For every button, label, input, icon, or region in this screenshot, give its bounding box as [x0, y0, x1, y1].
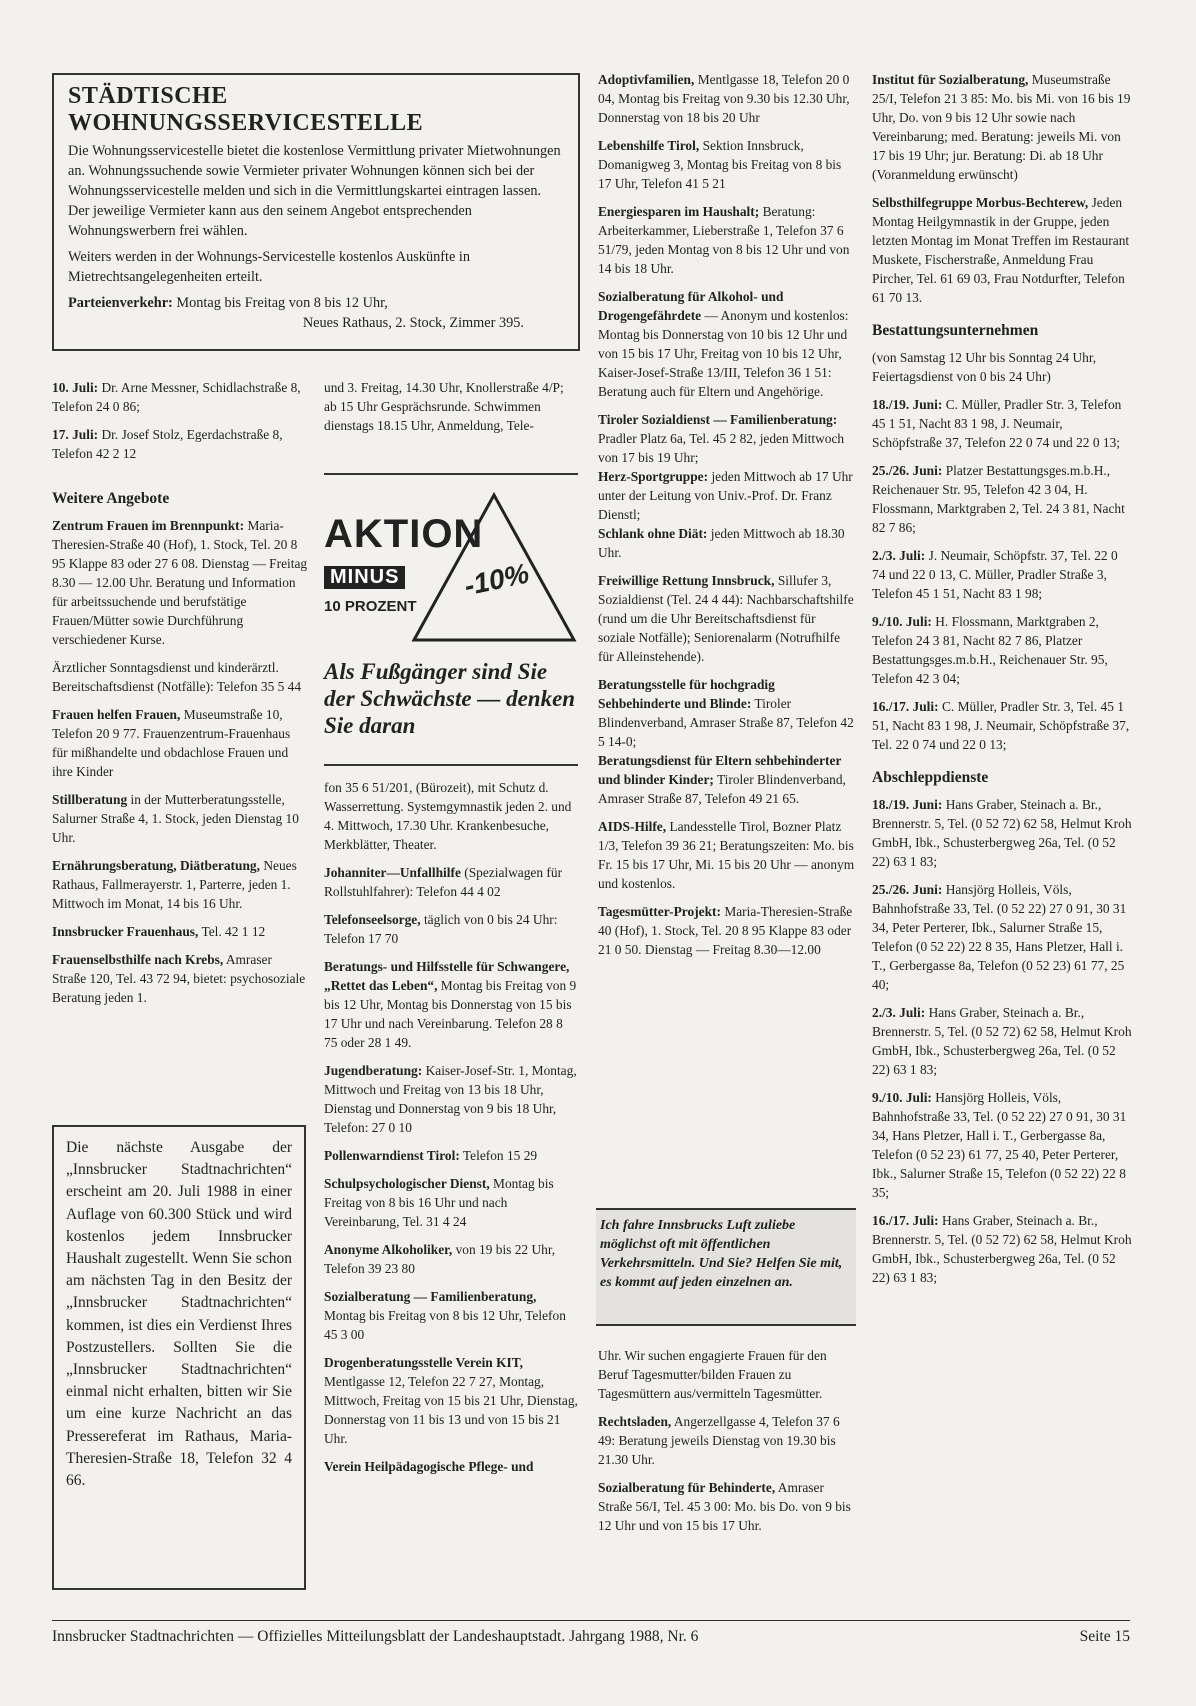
entry-label: Sozialberatung — Familienberatung,	[324, 1289, 537, 1304]
date-label: 16./17. Juli:	[872, 1213, 939, 1228]
entry-text: Montag bis Freitag von 9 bis 12 Uhr, Montag bis Donnerstag von 15 bis 17 Uhr und nach Vereinbarung. Telefon 28 8 75 oder 28 1 49.	[324, 978, 577, 1050]
entry-text: Telefon 15 29	[462, 1148, 538, 1163]
wohnungsservice-p2: Weiters werden in der Wohnungs-Servicestelle kostenlos Auskünfte in Mietrechtsangelegenheiten erteilt.	[68, 249, 471, 285]
entry-label: Beratungsdienst für Eltern sehbehinderter und blinder Kinder;	[598, 753, 842, 787]
col1-top-text: Dr. Arne Messner, Schidlachstraße 8, Telefon 24 0 86;	[52, 380, 301, 414]
entry-label: Stillberatung	[52, 792, 128, 807]
notice-text: Die nächste Ausgabe der „Innsbrucker Stadtnachrichten“ erscheint am 20. Juli 1988 in einer Auflage von 60.300 Stück und wird kostenlos jedem Innsbrucker Haushalt zugestellt. Wenn Sie schon am nächsten Tag in den Besitz der „Innsbrucker Stadtnachrichten“ kommen, ist dies ein Verdienst Ihres Postzustellers. Sollten Sie die „Innsbrucker Stadtnachrichten“ einmal nicht erhalten, bitten wir Sie um eine kurze Nachricht an das Pressereferat im Rathaus, Maria-Theresien-Straße 18, Telefon 32 4 66.	[66, 1139, 292, 1490]
entry-text: jeden Mittwoch ab 18.30 Uhr.	[598, 526, 845, 560]
abschlepp-heading: Abschleppdienste	[872, 769, 989, 786]
entry-label: Anonyme Alkoholiker,	[324, 1242, 453, 1257]
entry-text: Museumstraße 25/I, Telefon 21 3 85: Mo. bis Mi. von 16 bis 19 Uhr, Do. von 9 bis 12 Uhr sowie nach Vereinbarung; med. Beratung: jeweils Mi. von 17 bis 19 Uhr; jur. Beratung: Di. ab 18 Uhr (Voranmeldung erwünscht)	[872, 72, 1131, 182]
col3-cont-text: Uhr. Wir suchen engagierte Frauen für den Beruf Tagesmutter/bilden Frauen zu Tagesmüttern aus/vermitteln Tagesmütter.	[598, 1348, 827, 1401]
entry-label: Innsbrucker Frauenhaus,	[52, 924, 199, 939]
entry-label: Tiroler Sozialdienst — Familienberatung:	[598, 412, 838, 427]
date-label: 2./3. Juli:	[872, 1005, 926, 1020]
entry-label: Schulpsychologischer Dienst,	[324, 1176, 490, 1191]
entry-text: Sillufer 3, Sozialdienst (Tel. 24 4 44): Nachbarschaftshilfe (rund um die Uhr Bereitschaftsdienst für soziale Notfälle); Seniorenalarm (Notrufhilfe für Alleinstehende).	[598, 573, 854, 664]
date-label: 16./17. Juli:	[872, 699, 939, 714]
column-1	[52, 378, 308, 1016]
entry-text: Hans Graber, Steinach a. Br., Brennerstr. 5, Tel. (0 52 72) 62 58, Helmut Kroh GmbH, Ibk., Schusterbergweg 26a, Tel. (0 52 22) 63 1 83;	[872, 1213, 1132, 1285]
page-number: Seite 15	[1079, 1628, 1130, 1645]
entry-label: Sozialberatung für Alkohol- und Drogengefährdete	[598, 289, 784, 323]
col1-top-label: 17. Juli:	[52, 427, 99, 442]
entry-text: Platzer Bestattungsges.m.b.H., Reichenauer Str. 95, Telefon 42 3 04, H. Flossmann, Marktgraben 2, Tel. 24 3 81, Nacht 82 7 86;	[872, 463, 1125, 535]
entry-label: Telefonseelsorge,	[324, 912, 421, 927]
divider	[324, 764, 578, 766]
entry-label: Drogenberatungsstelle Verein KIT,	[324, 1355, 524, 1370]
entry-label: Selbsthilfegruppe Morbus-Bechterew,	[872, 195, 1089, 210]
col2-cont-text: fon 35 6 51/201, (Bürozeit), mit Schutz d. Wasserrettung. Systemgymnastik jeden 2. und 4. Mittwoch, 17.30 Uhr. Krankenbesuche, Merkblätter, Theater.	[324, 780, 572, 852]
wohnungsservice-p1: Die Wohnungsservicestelle bietet die kostenlose Vermittlung privater Mietwohnungen an. Wohnungssuchende sowie Vermieter privater Wohnungen können sich bei der Wohnungsservicestelle melden und sich in die Vermittlungskartei eintragen lassen. Der jeweilige Vermieter kann aus den seinem Angebot entsprechenden Wohnungswerbern frei wählen.	[68, 143, 561, 239]
entry-text: Mentlgasse 12, Telefon 22 7 27, Montag, Mittwoch, Freitag von 15 bis 21 Uhr, Dienstag, Donnerstag von 11 bis 13 und von 15 bis 21 Uhr.	[324, 1374, 578, 1446]
entry-text: C. Müller, Pradler Str. 3, Telefon 45 1 51, Nacht 83 1 98, J. Neumair, Schöpfstraße 37, Telefon 22 0 74 und 22 0 13;	[872, 397, 1122, 450]
entry-text: täglich von 0 bis 24 Uhr: Telefon 17 70	[324, 912, 558, 946]
entry-text: Kaiser-Josef-Str. 1, Montag, Mittwoch und Freitag von 13 bis 18 Uhr, Dienstag und Donnerstag von 9 bis 18 Uhr, Telefon: 27 0 10	[324, 1063, 577, 1135]
entry-text: H. Flossmann, Marktgraben 2, Telefon 24 3 81, Nacht 82 7 86, Platzer Bestattungsges.m.b.H., Reichenauer Str. 95, Telefon 42 3 04;	[872, 614, 1108, 686]
entry-label: Institut für Sozialberatung,	[872, 72, 1029, 87]
entry-text: Hans Graber, Steinach a. Br., Brennerstr. 5, Tel. (0 52 72) 62 58, Helmut Kroh GmbH, Ibk., Schusterbergweg 26a, Tel. (0 52 22) 63 1 83;	[872, 1005, 1132, 1077]
entry-label: Frauen helfen Frauen,	[52, 707, 181, 722]
col1-top-text: Dr. Josef Stolz, Egerdachstraße 8, Telefon 42 2 12	[52, 427, 283, 461]
entry-text: von 19 bis 22 Uhr, Telefon 39 23 80	[324, 1242, 556, 1276]
next-issue-notice	[52, 1125, 306, 1590]
date-label: 25./26. Juni:	[872, 882, 943, 897]
entry-text: Amraser Straße 56/I, Tel. 45 3 00: Mo. bis Do. von 9 bis 12 Uhr und von 15 bis 17 Uhr.	[598, 1480, 851, 1533]
entry-text: in der Mutterberatungsstelle, Salurner Straße 4, 1. Stock, jeden Dienstag 10 Uhr.	[52, 792, 299, 845]
entry-label: Jugendberatung:	[324, 1063, 423, 1078]
date-label: 9./10. Juli:	[872, 614, 932, 629]
entry-text: J. Neumair, Schöpfstr. 37, Tel. 22 0 74 und 22 0 13, C. Müller, Pradler Straße 3, Telefon 45 1 51, Nacht 83 1 98;	[872, 548, 1118, 601]
date-label: 18./19. Juni:	[872, 397, 943, 412]
percent-label: -10%	[461, 557, 532, 602]
entry-label: AIDS-Hilfe,	[598, 819, 667, 834]
entry-text: Tel. 42 1 12	[201, 924, 266, 939]
date-label: 2./3. Juli:	[872, 548, 926, 563]
entry-text: Beratung: Arbeiterkammer, Lieberstraße 1, Telefon 37 6 51/79, jeden Montag von 8 bis 12 Uhr und von 14 bis 18 Uhr.	[598, 204, 850, 276]
date-label: 18./19. Juni:	[872, 797, 943, 812]
date-label: 25./26. Juni:	[872, 463, 943, 478]
entry-text: Maria-Theresien-Straße 40 (Hof), 1. Stock, Tel. 20 8 95 Klappe 83 oder 21 0 50. Dienstag — Freitag 8.30—12.00	[598, 904, 853, 957]
footer-text: Innsbrucker Stadtnachrichten — Offizielles Mitteilungsblatt der Landeshauptstadt. Jahrgang 1988, Nr. 6	[52, 1628, 699, 1645]
entry-text: Hansjörg Holleis, Völs, Bahnhofstraße 33, Tel. (0 52 22) 27 0 91, 30 31 34, Hans Pletzer, Hall i. T., Gerbergasse 8a, Telefon (0 52 23) 61 77, 25 40, Peter Perterer, Ibk., Salurner Straße 15, Telefon (0 52 22) 22 8 35;	[872, 1090, 1127, 1200]
entry-text: Pradler Platz 6a, Tel. 45 2 82, jeden Mittwoch von 17 bis 19 Uhr;	[598, 431, 845, 465]
entry-label: Rechtsladen,	[598, 1414, 672, 1429]
column-3-cont	[598, 1346, 856, 1544]
entry-label: Ernährungsberatung, Diätberatung,	[52, 858, 260, 873]
aktion-minus-ad	[324, 490, 578, 750]
col1-top-label: 10. Juli:	[52, 380, 99, 395]
bestattung-heading: Bestattungsunternehmen	[872, 322, 1039, 339]
entry-text: Montag bis Freitag von 8 bis 16 Uhr und nach Vereinbarung, Tel. 31 4 24	[324, 1176, 554, 1229]
entry-label: Herz-Sportgruppe:	[598, 469, 709, 484]
entry-label: Schlank ohne Diät:	[598, 526, 708, 541]
entry-label: Pollenwarndienst Tirol:	[324, 1148, 460, 1163]
hours-place: Neues Rathaus, 2. Stock, Zimmer 395.	[302, 315, 524, 331]
bestattung-note: (von Samstag 12 Uhr bis Sonntag 24 Uhr, Feiertagsdienst von 0 bis 24 Uhr)	[872, 350, 1097, 384]
column-2-cont	[324, 778, 578, 1485]
entry-text: Montag bis Freitag von 8 bis 12 Uhr, Telefon 45 3 00	[324, 1308, 566, 1342]
entry-text: Ärztlicher Sonntagsdienst und kinderärztl. Bereitschaftsdienst (Notfälle): Telefon 35 5 44	[52, 660, 302, 694]
col2-top-text: und 3. Freitag, 14.30 Uhr, Knollerstraße 4/P; ab 15 Uhr Gesprächsrunde. Schwimmen dienstags 18.15 Uhr, Anmeldung, Tele-	[324, 380, 564, 433]
prozent-label: 10 PROZENT	[324, 598, 417, 615]
entry-text: Neues Rathaus, Fallmerayerstr. 1, Parterre, jeden 1. Mittwoch im Monat, 14 bis 16 Uhr.	[52, 858, 297, 911]
footer-rule	[52, 1620, 1130, 1621]
hours-label: Parteienverkehr:	[68, 295, 173, 311]
entry-label: Lebenshilfe Tirol,	[598, 138, 700, 153]
entry-text: Angerzellgasse 4, Telefon 37 6 49: Beratung jeweils Dienstag von 19.30 bis 21.30 Uhr.	[598, 1414, 840, 1467]
column-2	[324, 378, 578, 444]
wohnungsservice-title: STÄDTISCHE WOHNUNGSSERVICESTELLE	[68, 83, 424, 136]
entry-text: Museumstraße 10, Telefon 20 9 77. Frauenzentrum-Frauenhaus für mißhandelte und obdachlose Frauen und ihre Kinder	[52, 707, 291, 779]
slogan-text: Ich fahre Innsbrucks Luft zuliebe möglichst oft mit öffentlichen Verkehrsmitteln. Und Sie? Helfen Sie mit, es kommt auf jeden einzelnen an.	[600, 1218, 843, 1290]
minus-label: MINUS	[324, 566, 405, 589]
entry-text: Jeden Montag Heilgymnastik in der Gruppe, jeden letzten Montag im Monat Treffen im Restaurant Muskete, Fischerstraße, Anmeldung Frau Pircher, Tel. 61 69 03, Frau Notdurfter, Telefon 61 70 13.	[872, 195, 1130, 305]
entry-label: Sozialberatung für Behinderte,	[598, 1480, 776, 1495]
wohnungsservice-box	[52, 73, 580, 351]
entry-text: Sektion Innsbruck, Domanigweg 3, Montag bis Freitag von 8 bis 17 Uhr, Telefon 41 5 21	[598, 138, 842, 191]
entry-text: Landesstelle Tirol, Bozner Platz 1/3, Telefon 39 36 21; Beratungszeiten: Mo. bis Fr. 15 bis 17 Uhr, Mi. 15 bis 20 Uhr — anonym und kostenlos.	[598, 819, 855, 891]
entry-label: Adoptivfamilien,	[598, 72, 695, 87]
entry-label: Beratungs- und Hilfsstelle für Schwangere, „Rettet das Leben“,	[324, 959, 570, 993]
entry-text: Hans Graber, Steinach a. Br., Brennerstr. 5, Tel. (0 52 72) 62 58, Helmut Kroh GmbH, Ibk., Schusterbergweg 26a, Tel. (0 52 22) 63 1 83;	[872, 797, 1132, 869]
entry-text: — Anonym und kostenlos: Montag bis Donnerstag von 10 bis 12 Uhr und von 15 bis 17 Uhr, Freitag von 10 bis 12 Uhr, Kaiser-Josef-Straße 13/III, Telefon 36 1 51: Beratung auch für Eltern und Angehörige.	[598, 308, 849, 399]
entry-label: Verein Heilpädagogische Pflege- und	[324, 1459, 534, 1474]
entry-text: jeden Mittwoch ab 17 Uhr unter der Leitung von Univ.-Prof. Dr. Franz Dienstl;	[598, 469, 853, 522]
column-4	[872, 70, 1134, 1296]
entry-text: Maria-Theresien-Straße 40 (Hof), 1. Stock, Tel. 20 8 95 Klappe 83 oder 27 6 08. Dienstag — Freitag 8.30 — 12.00 Uhr. Beratung und Information für arbeitssuchende und berufstätige Frauen/Mütter sowie Durchführung verschiedener Kurse.	[52, 518, 308, 647]
entry-text: Mentlgasse 18, Telefon 20 0 04, Montag bis Freitag von 9.30 bis 12.30 Uhr, Donnerstag von 18 bis 20 Uhr	[598, 72, 850, 125]
entry-text: Amraser Straße 120, Tel. 43 72 94, bietet: psychosoziale Beratung jeden 1.	[52, 952, 306, 1005]
entry-label: Beratungsstelle für hochgradig Sehbehinderte und Blinde:	[598, 677, 775, 711]
entry-label: Zentrum Frauen im Brennpunkt:	[52, 518, 245, 533]
divider	[324, 473, 578, 475]
column-3	[598, 70, 856, 968]
public-transport-slogan	[596, 1208, 856, 1326]
entry-label: Johanniter—Unfallhilfe	[324, 865, 461, 880]
aktion-title: AKTION	[324, 512, 484, 556]
entry-label: Freiwillige Rettung Innsbruck,	[598, 573, 775, 588]
entry-text: C. Müller, Pradler Str. 3, Tel. 45 1 51, Nacht 83 1 98, J. Neumair, Schöpfstraße 37, Tel. 22 0 74 und 22 0 13;	[872, 699, 1130, 752]
entry-text: Tiroler Blindenverband, Amraser Straße 87, Telefon 42 5 14-0;	[598, 696, 854, 749]
entry-text: Tiroler Blindenverband, Amraser Straße 87, Telefon 49 21 65.	[598, 772, 846, 806]
entry-text: (Spezialwagen für Rollstuhlfahrer): Telefon 44 4 02	[324, 865, 563, 899]
entry-label: Energiesparen im Haushalt;	[598, 204, 760, 219]
entry-text: Hansjörg Holleis, Völs, Bahnhofstraße 33, Tel. (0 52 22) 27 0 91, 30 31 34, Peter Perterer, Ibk., Salurner Straße 15, Telefon (0 52 22) 22 8 35, Hans Pletzer, Hall i. T., Gerbergasse 8a, Telefon (0 52 23) 61 77, 25 40;	[872, 882, 1127, 992]
date-label: 9./10. Juli:	[872, 1090, 932, 1105]
entry-label: Tagesmütter-Projekt:	[598, 904, 721, 919]
weitere-angebote-heading: Weitere Angebote	[52, 490, 170, 507]
pedestrian-claim: Als Fußgänger sind Sie der Schwächste — denken Sie daran	[324, 659, 576, 738]
hours-text: Montag bis Freitag von 8 bis 12 Uhr,	[176, 295, 388, 311]
entry-label: Frauenselbsthilfe nach Krebs,	[52, 952, 224, 967]
